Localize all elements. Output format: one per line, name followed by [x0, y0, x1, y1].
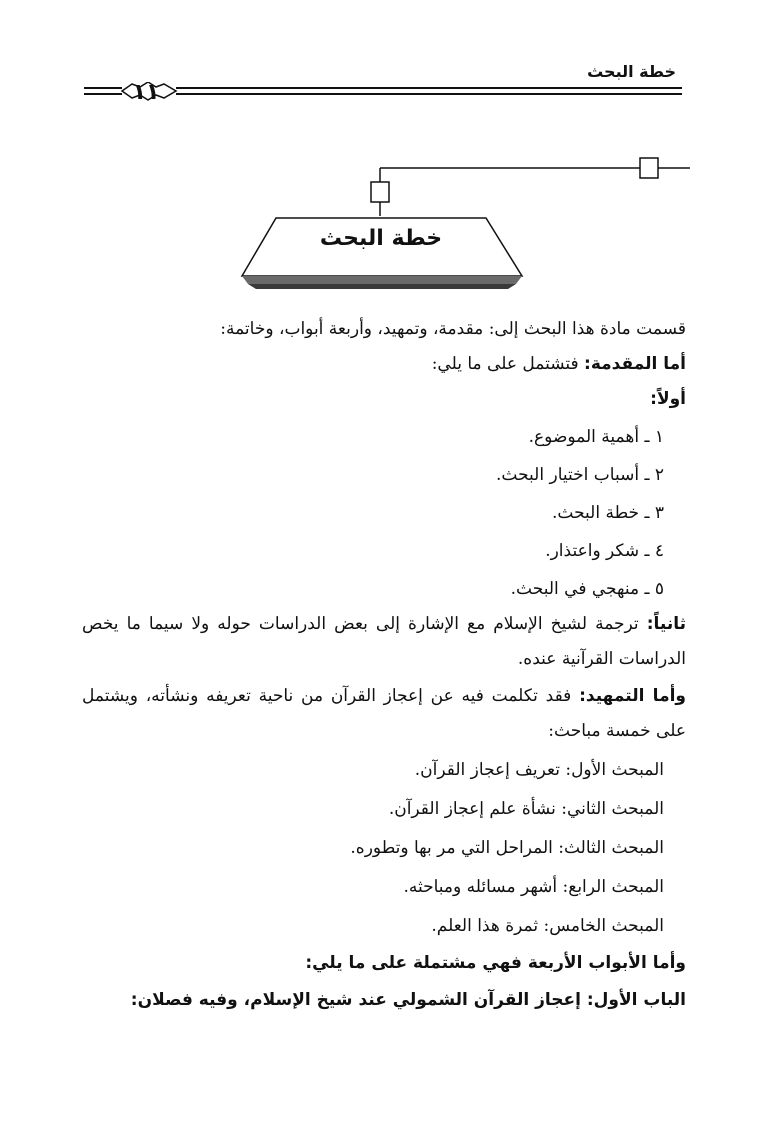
second-text: ترجمة لشيخ الإسلام مع الإشارة إلى بعض الدراسات حوله ولا سيما ما يخص الدراسات القرآنية عنده.	[82, 614, 686, 669]
mabhath-item: المبحث الخامس: ثمرة هذا العلم.	[431, 916, 664, 936]
page-number: ١١	[132, 79, 160, 105]
tamhid-lead: وأما التمهيد:	[579, 686, 686, 706]
second-label: ثانياً:	[646, 614, 686, 634]
header-rule	[84, 82, 682, 102]
first-label: أولاً:	[650, 389, 686, 409]
list-item: ٣ ـ خطة البحث.	[551, 503, 664, 523]
tamhid-text: فقد تكلمت فيه عن إعجاز القرآن من ناحية تعريفه ونشأته، ويشتمل على خمسة مباحث:	[82, 686, 686, 741]
list-item: ٤ ـ شكر واعتذار.	[545, 541, 664, 561]
section-connector	[360, 150, 690, 220]
muqaddima-lead: أما المقدمة:	[584, 354, 686, 374]
body-text	[82, 312, 686, 1018]
abwab-lead: وأما الأبواب الأربعة	[527, 953, 686, 973]
bab1-heading: الباب الأول: إعجاز القرآن الشمولي عند شيخ الإسلام، وفيه فصلان:	[130, 990, 686, 1010]
section-title: خطة البحث	[319, 226, 443, 251]
list-item: ٢ ـ أسباب اختيار البحث.	[495, 465, 664, 485]
muqaddima-paragraph	[82, 347, 686, 382]
second-paragraph	[82, 607, 686, 677]
mabhath-item: المبحث الأول: تعريف إعجاز القرآن.	[414, 760, 664, 780]
mabhath-item: المبحث الرابع: أشهر مسائله ومباحثه.	[403, 877, 664, 897]
list-item: ١ ـ أهمية الموضوع.	[528, 427, 664, 447]
abwab-paragraph	[82, 946, 686, 981]
mabhath-item: المبحث الثاني: نشأة علم إعجاز القرآن.	[388, 799, 664, 819]
tamhid-paragraph	[82, 679, 686, 749]
intro-paragraph: قسمت مادة هذا البحث إلى: مقدمة، وتمهيد، وأربعة أبواب، وخاتمة:	[220, 319, 686, 339]
list-item: ٥ ـ منهجي في البحث.	[510, 579, 664, 599]
muqaddima-text: فتشتمل على ما يلي:	[431, 354, 585, 374]
mabhath-item: المبحث الثالث: المراحل التي مر بها وتطوره.	[350, 838, 664, 858]
abwab-text: فهي مشتملة على ما يلي:	[305, 953, 528, 973]
running-title: خطة البحث	[587, 62, 676, 81]
